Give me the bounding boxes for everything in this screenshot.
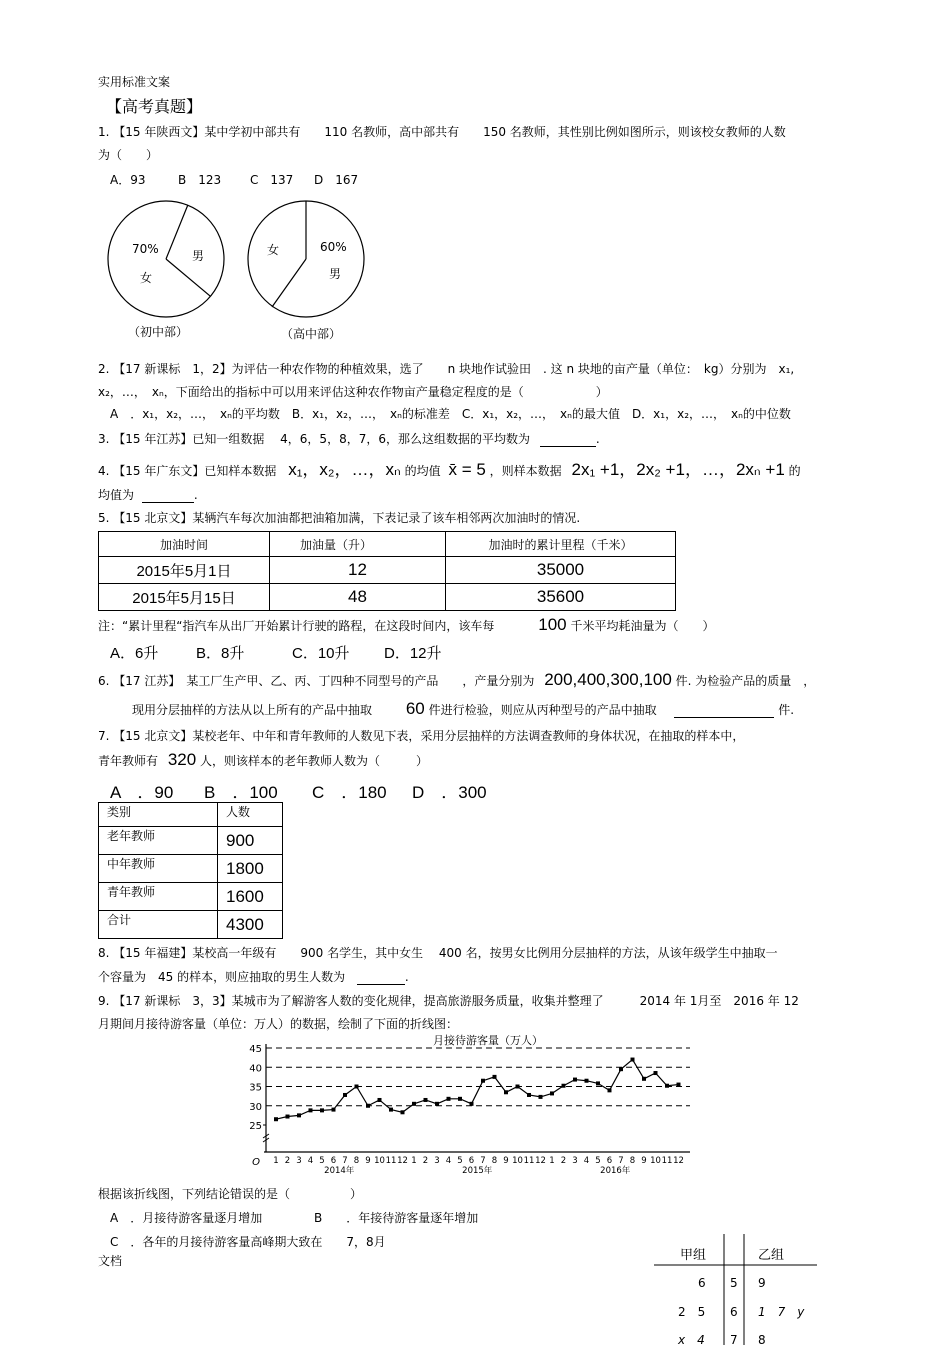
data-point: [447, 1097, 451, 1101]
q2-line1: 2. 【17 新课标 1，2】为评估一种农作物的种植效果，选了 n 块地作试验田 . 这 n 块地的亩产量（单位： kg）分别为 x₁,: [98, 362, 795, 376]
q5-note: [98, 615, 714, 635]
y-tick-label: 25: [249, 1121, 262, 1132]
table-row: [99, 584, 676, 611]
q2-line2: x₂，…， xₙ，下面给出的指标中可以用来评估这种农作物亩产量稳定程度的是（ ）: [98, 385, 608, 399]
q7-choice-b: B ．100: [204, 783, 278, 802]
x-tick-label: 9: [503, 1156, 509, 1166]
q4-mean-eq: x̄ = 5: [448, 460, 486, 479]
y-tick-label: 40: [249, 1063, 262, 1075]
x-tick-label: 4: [445, 1156, 452, 1166]
data-point: [504, 1090, 508, 1094]
page-header: 实用标准文案: [98, 75, 171, 89]
q7-table: [98, 802, 283, 939]
x-tick-label: 10: [374, 1156, 385, 1166]
line-chart: [248, 1034, 698, 1176]
chart-title: 月接待游客量（万人）: [433, 1034, 543, 1047]
data-point: [274, 1117, 278, 1121]
q7-num320: 320: [167, 750, 197, 769]
q4-mean-label: 的均值: [404, 464, 441, 478]
q7-choice-d: D ．300: [412, 783, 487, 802]
x-tick-label: 2: [560, 1156, 567, 1166]
x-tick-label: 11: [385, 1156, 397, 1166]
q4-data: x₁，x₂，…，xₙ: [288, 460, 401, 479]
q5-header-miles: 加油时的累计里程（千米）: [446, 532, 676, 557]
q6-line1: [98, 670, 815, 690]
data-point: [320, 1108, 324, 1112]
q7-choice-a: A ．90: [110, 783, 174, 802]
q7-row4-n: 4300: [218, 911, 283, 939]
data-point: [608, 1088, 612, 1092]
q5-row2-miles: 35600: [446, 584, 676, 611]
data-point: [516, 1085, 520, 1089]
data-point: [596, 1081, 600, 1085]
stem-leaf-plot: [652, 1232, 822, 1345]
q8-line1: 8. 【15 年福建】某校高一年级有 900 名学生，其中女生 400 名，按男女比例用分层抽样的方法，从该年级学生中抽取一: [98, 946, 778, 960]
x-tick-label: 8: [491, 1156, 498, 1166]
data-point: [458, 1097, 462, 1101]
data-point: [493, 1075, 497, 1079]
q5-row1-date: 2015年5月1日: [99, 557, 270, 584]
q7-row3-n: 1600: [218, 883, 283, 911]
stem-leaf-r2-left: 2 5: [678, 1305, 706, 1319]
q6-a: 6. 【17 江苏】 某工厂生产甲、乙、丙、丁四种不同型号的产品 ，产量分别为: [98, 674, 535, 688]
q3-blank: [540, 432, 596, 447]
q6-d: 件进行检验，则应从丙种型号的产品中抽取: [428, 703, 657, 717]
data-point: [412, 1102, 416, 1106]
q9-line2: 月期间月接待游客量（单位：万人）的数据，绘制了下面的折线图：: [98, 1017, 459, 1031]
q4-prefix: 4. 【15 年广东文】已知样本数据: [98, 464, 277, 478]
origin-label: O: [252, 1157, 260, 1168]
q5-header-fuel: 加油量（升）: [270, 532, 446, 557]
year-label: 2016年: [600, 1166, 631, 1176]
q7-line1: 7. 【15 北京文】某校老年、中年和青年教师的人数见下表，采用分层抽样的方法调查教师的身体状况，在抽取的样本中，: [98, 729, 745, 743]
q9-after: 根据该折线图，下列结论错误的是（ ）: [98, 1187, 363, 1201]
x-tick-label: 5: [457, 1156, 463, 1166]
q5-row1-fuel: 12: [270, 557, 446, 584]
data-point: [286, 1115, 290, 1119]
q5-choice-b: B．8升: [196, 645, 245, 662]
q1-choice-a: A．93: [110, 173, 146, 187]
pie-junior-male: 男: [192, 249, 205, 263]
q6-num60: 60: [405, 699, 425, 718]
page-footer: 文档: [98, 1254, 123, 1268]
x-tick-label: 3: [572, 1156, 578, 1166]
q9-option-a: A ．月接待游客量逐月增加: [110, 1211, 263, 1225]
q9-option-c: C ．各年的月接待游客量高峰期大致在 7，8月: [110, 1235, 386, 1249]
stem-leaf-head-right: 乙组: [758, 1248, 785, 1263]
q5-stem: 5. 【15 北京文】某辆汽车每次加油都把油箱加满，下表记录了该车相邻两次加油时的情况.: [98, 511, 581, 525]
x-tick-label: 9: [641, 1156, 647, 1166]
stem-leaf-r3-left: x 4: [678, 1333, 705, 1345]
pie-senior-pct: 60%: [320, 240, 347, 254]
x-tick-label: 6: [468, 1156, 475, 1166]
x-tick-label: 12: [397, 1156, 408, 1166]
data-point: [332, 1108, 336, 1112]
q5-choice-d: D．12升: [384, 645, 442, 662]
x-tick-label: 12: [673, 1156, 684, 1166]
x-tick-label: 3: [434, 1156, 440, 1166]
stem-leaf-r1-stem: 5: [730, 1276, 738, 1290]
data-point: [665, 1084, 669, 1088]
pie-junior: [108, 201, 224, 317]
q9-line1: 9. 【17 新课标 3，3】某城市为了解游客人数的变化规律，提高旅游服务质量，收集并整理了 2014 年 1月至 2016 年 12: [98, 994, 799, 1008]
q3-text: 3. 【15 年江苏】已知一组数据 4，6，5，8，7，6，那么这组数据的平均数为 .: [98, 432, 600, 446]
data-point: [642, 1077, 646, 1081]
y-tick-label: 35: [249, 1082, 262, 1094]
stem-leaf-r2-right: 1 7 y: [758, 1305, 805, 1319]
table-row: [99, 855, 283, 883]
x-tick-label: 8: [629, 1156, 636, 1166]
q8-blank: [357, 970, 405, 985]
q4-line2-text: 均值为: [98, 488, 135, 502]
q4-mid: ，则样本数据: [489, 464, 562, 478]
q9-option-b: B ．年接待游客量逐年增加: [314, 1211, 479, 1225]
y-tick-label: 30: [249, 1101, 262, 1113]
q8-line2-text: 个容量为 45 的样本，则应抽取的男生人数为: [98, 970, 346, 984]
q5-header-date: 加油时间: [99, 532, 270, 557]
q5-note-a: 注：“累计里程“指汽车从出厂开始累计行驶的路程，在这段时间内，该车每: [98, 619, 495, 633]
q6-c: 现用分层抽样的方法从以上所有的产品中抽取: [132, 703, 373, 717]
q7-header-cat: 类别: [99, 803, 218, 827]
pie-junior-caption: （初中部）: [128, 325, 189, 339]
data-point: [573, 1078, 577, 1082]
data-point: [631, 1058, 635, 1062]
data-point: [309, 1108, 313, 1112]
data-point: [470, 1102, 474, 1106]
q7-line2b: 人，则该样本的老年教师人数为（ ）: [200, 754, 429, 768]
q6-e: 件.: [778, 703, 795, 717]
data-point: [527, 1093, 531, 1097]
data-point: [435, 1102, 439, 1106]
q1-line2: 为（ ）: [98, 148, 159, 162]
q5-table: [98, 531, 676, 611]
x-tick-label: 2: [284, 1156, 291, 1166]
pie-junior-female: 女: [140, 271, 153, 285]
q1-choice-b: B 123: [178, 173, 222, 187]
x-tick-label: 4: [583, 1156, 590, 1166]
data-point: [677, 1083, 681, 1087]
year-label: 2015年: [462, 1166, 493, 1176]
section-title: 【高考真题】: [106, 97, 203, 116]
q5-row2-fuel: 48: [270, 584, 446, 611]
x-tick-label: 4: [307, 1156, 314, 1166]
series-line: [276, 1060, 679, 1120]
x-tick-label: 6: [606, 1156, 613, 1166]
pie-senior-female: 女: [267, 243, 280, 257]
q7-choice-c: C ．180: [312, 783, 387, 802]
q7-row4-cat: 合计: [99, 911, 218, 939]
q5-choice-c: C．10升: [292, 645, 350, 662]
data-point: [424, 1098, 428, 1102]
x-tick-label: 3: [296, 1156, 302, 1166]
q2-line3: A ．x₁，x₂，…， xₙ的平均数 B．x₁，x₂，…， xₙ的标准差 C．x₁，x₂，…， xₙ的最大值 D．x₁，x₂，…， xₙ的中位数: [110, 407, 791, 421]
data-point: [481, 1079, 485, 1083]
table-row: [99, 911, 283, 939]
q8-line2: 个容量为 45 的样本，则应抽取的男生人数为 .: [98, 970, 409, 984]
x-tick-label: 11: [523, 1156, 535, 1166]
x-tick-label: 7: [618, 1156, 624, 1166]
pie-senior-caption: （高中部）: [281, 327, 342, 341]
q7-row2-n: 1800: [218, 855, 283, 883]
q6-nums: 200,400,300,100: [544, 670, 672, 689]
x-tick-label: 11: [661, 1156, 673, 1166]
q6-line2: [132, 699, 794, 719]
q7-line2a: 青年教师有: [98, 754, 159, 768]
x-tick-label: 12: [535, 1156, 546, 1166]
y-tick-label: 45: [249, 1044, 262, 1055]
q4-tail: 的: [788, 464, 801, 478]
x-tick-label: 5: [595, 1156, 601, 1166]
x-tick-label: 6: [330, 1156, 337, 1166]
table-row: [99, 557, 676, 584]
x-tick-label: 10: [512, 1156, 523, 1166]
stem-leaf-r3-right: 8: [758, 1333, 766, 1345]
q1-choice-d: D 167: [314, 173, 359, 187]
data-point: [378, 1098, 382, 1102]
data-point: [343, 1093, 347, 1097]
stem-leaf-r1-left: 6: [698, 1276, 706, 1290]
q7-line2: [98, 750, 428, 770]
data-point: [654, 1071, 658, 1075]
stem-leaf-r3-stem: 7: [730, 1333, 738, 1345]
data-point: [389, 1108, 393, 1112]
q4-blank: [142, 488, 194, 503]
q5-note-b: 千米平均耗油量为（ ）: [570, 619, 715, 633]
q5-row2-date: 2015年5月15日: [99, 584, 270, 611]
stem-leaf-r1-right: 9: [758, 1276, 766, 1290]
q6-blank: [674, 703, 774, 718]
q6-b: 件. 为检验产品的质量 ，: [675, 674, 816, 688]
q4-expr: 2x₁ +1，2x₂ +1，…，2xₙ +1: [571, 460, 785, 479]
data-point: [619, 1067, 623, 1071]
x-tick-label: 1: [549, 1156, 555, 1166]
x-tick-label: 8: [353, 1156, 360, 1166]
year-label: 2014年: [324, 1166, 355, 1176]
data-point: [585, 1079, 589, 1083]
q7-header-n: 人数: [218, 803, 283, 827]
x-tick-label: 10: [650, 1156, 661, 1166]
q1-line1: 1. 【15 年陕西文】某中学初中部共有 110 名教师，高中部共有 150 名教师，其性别比例如图所示，则该校女教师的人数: [98, 125, 786, 139]
table-row: [99, 883, 283, 911]
q7-row1-n: 900: [218, 827, 283, 855]
data-point: [539, 1095, 543, 1099]
q3-stem: 3. 【15 年江苏】已知一组数据 4，6，5，8，7，6，那么这组数据的平均数为: [98, 432, 530, 446]
pie-senior: [248, 201, 364, 317]
q7-row3-cat: 青年教师: [99, 883, 218, 911]
data-point: [562, 1084, 566, 1088]
q5-note-num: 100: [538, 615, 567, 634]
pie-senior-male: 男: [329, 267, 342, 281]
table-row: [99, 827, 283, 855]
x-tick-label: 1: [273, 1156, 279, 1166]
q4-line1: [98, 455, 801, 480]
x-tick-label: 2: [422, 1156, 429, 1166]
data-point: [366, 1104, 370, 1108]
x-tick-label: 5: [319, 1156, 325, 1166]
q7-row2-cat: 中年教师: [99, 855, 218, 883]
x-tick-label: 9: [365, 1156, 371, 1166]
x-tick-label: 7: [342, 1156, 348, 1166]
q4-line2: 均值为 .: [98, 488, 198, 502]
q1-choice-c: C 137: [250, 173, 294, 187]
x-tick-label: 7: [480, 1156, 486, 1166]
pie-junior-pct: 70%: [132, 242, 159, 256]
data-point: [550, 1091, 554, 1095]
q7-row1-cat: 老年教师: [99, 827, 218, 855]
data-point: [297, 1113, 301, 1117]
data-point: [401, 1110, 405, 1114]
stem-leaf-r2-stem: 6: [730, 1305, 738, 1319]
stem-leaf-head-left: 甲组: [680, 1248, 707, 1263]
data-point: [355, 1085, 359, 1089]
x-tick-label: 1: [411, 1156, 417, 1166]
q5-row1-miles: 35000: [446, 557, 676, 584]
q5-choice-a: A．6升: [110, 645, 159, 662]
